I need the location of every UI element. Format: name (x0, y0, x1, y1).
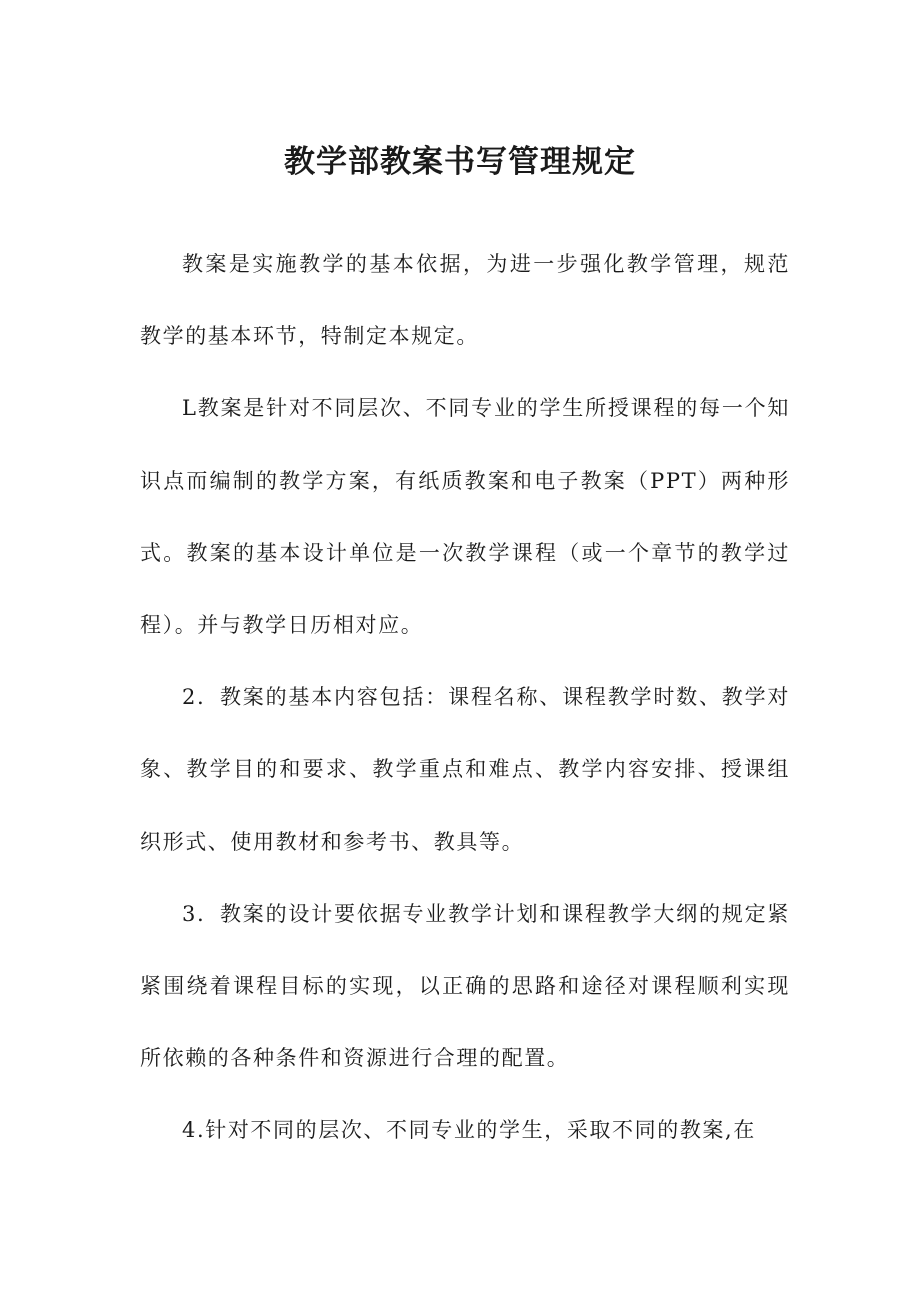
paragraph-item-3: 3．教案的设计要依据专业教学计划和课程教学大纲的规定紧紧围绕着课程目标的实现，以正确的思路和途径对课程顺利实现所依赖的各种条件和资源进行合理的配置。 (140, 901, 790, 1071)
paragraph-item-2: 2．教案的基本内容包括：课程名称、课程教学时数、教学对象、教学目的和要求、教学重点和难点、教学内容安排、授课组织形式、使用教材和参考书、教具等。 (140, 685, 790, 854)
paragraph-item-1: L教案是针对不同层次、不同专业的学生所授课程的每一个知识点而编制的教学方案，有纸质教案和电子教案（PPT）两种形式。教案的基本设计单位是一次教学课程（或一个章节的教学过程）。并与教学日历相对应。 (140, 396, 790, 638)
document-body (140, 228, 790, 1167)
paragraph-intro: 教案是实施教学的基本依据，为进一步强化教学管理，规范教学的基本环节，特制定本规定。 (140, 252, 790, 349)
paragraph-item-4: 4.针对不同的层次、不同专业的学生，采取不同的教案,在 (182, 1118, 756, 1143)
document-title: 教学部教案书写管理规定 (284, 144, 636, 180)
